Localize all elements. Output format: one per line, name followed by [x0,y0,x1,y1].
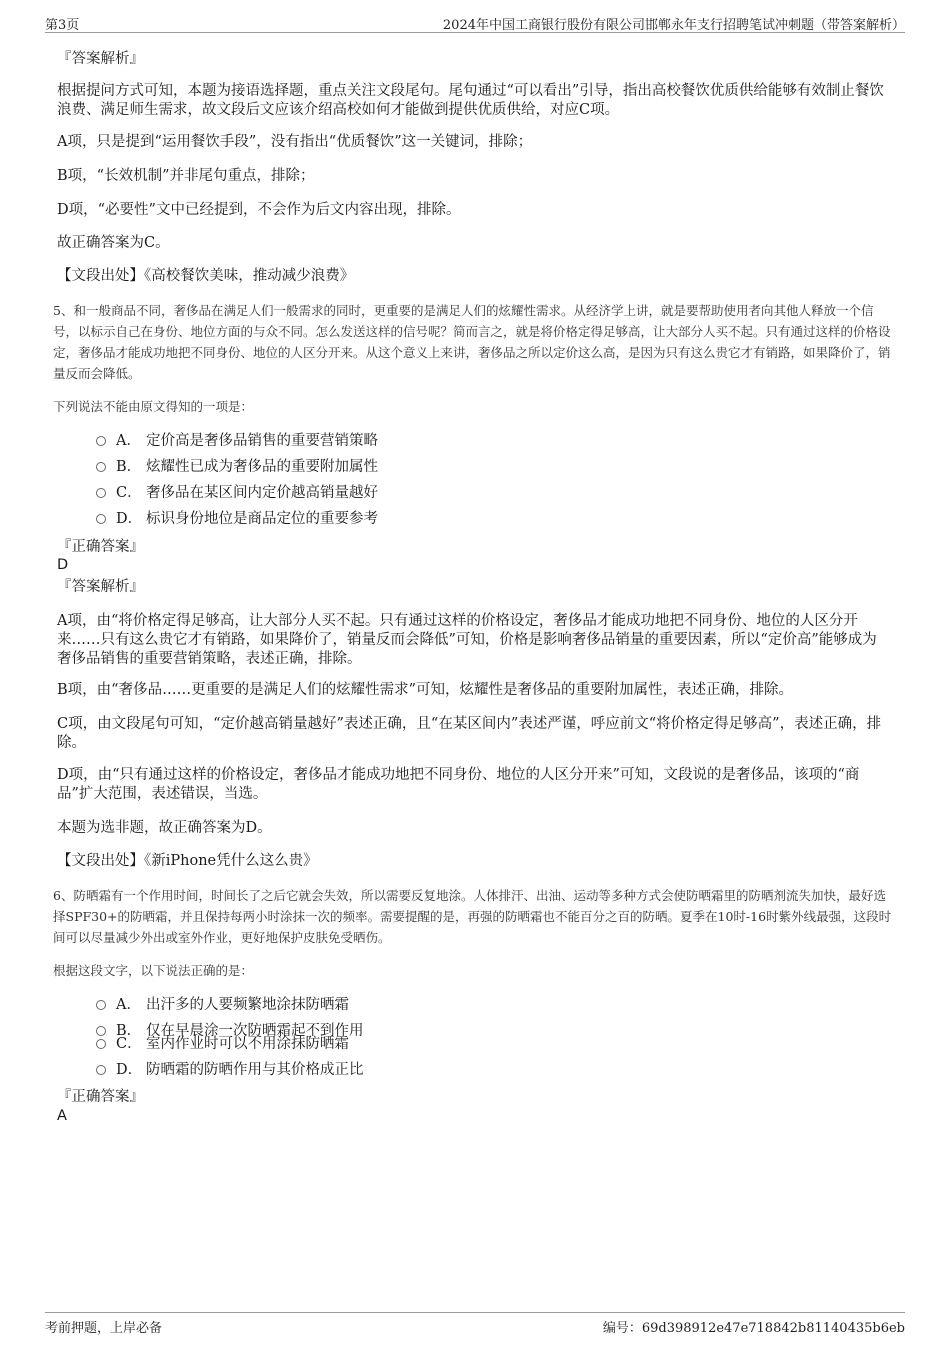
q6-option-a[interactable] [96,996,349,1014]
page-number: 第3页 [45,18,80,33]
document-title: 2024年中国工商银行股份有限公司邯郸永年支行招聘笔试冲刺题（带答案解析） [442,18,905,33]
q4-analysis-label: 『答案解析』 [57,51,144,67]
page-footer [45,1312,905,1335]
q6-option-d[interactable] [96,1061,364,1079]
radio-icon[interactable] [96,1000,106,1010]
q5-source: 【文段出处】《新iPhone凭什么这么贵》 [57,853,318,869]
q6-option-c[interactable] [96,1035,349,1053]
option-letter: A． [116,433,141,449]
document-code: 编号：69d398912e47e718842b81140435b6eb [602,1321,905,1336]
q5-stem: 5、和一般商品不同，奢侈品在满足人们一般需求的同时，更重要的是满足人们的炫耀性需求。从经济学上讲，就是要帮助使用者向其他人释放一个信号，以标示自己在身份、地位方面的与众不同。怎么发送这样的信号呢？简而言之，就是将价格定得足够高，让大部分人买不起。只有通过这样的价格设定，奢侈品才能成功地把不同身份、地位的人区分开来。从这个意义上来讲，奢侈品之所以定价这么高，是因为只有这么贵它才有销路，如果降价了，销量反而会降低。 [53,303,891,381]
q4-analysis-option-a: A项，只是提到“运用餐饮手段”，没有指出“优质餐饮”这一关键词，排除； [57,134,533,150]
option-text: 仅在早晨涂一次防晒霜起不到作用 [146,1023,364,1039]
q5-analysis-option-c: C项，由文段尾句可知，“定价越高销量越好”表述正确，且“在某区间内”表述严谨，呼应前文“将价格定得足够高”，表述正确，排除。 [57,716,882,751]
option-text: 出汗多的人要频繁地涂抹防晒霜 [146,997,349,1013]
q5-answer: D [57,557,69,573]
footer-slogan: 考前押题，上岸必备 [45,1321,163,1336]
radio-icon[interactable] [96,488,106,498]
q5-option-a[interactable] [96,432,378,450]
option-letter: B． [116,1023,142,1039]
option-letter: D． [116,1062,143,1078]
q6-question: 根据这段文字，以下说法正确的是： [53,963,254,978]
option-letter: C． [116,1036,142,1052]
q5-answer-label: 『正确答案』 [57,539,144,555]
q5-question: 下列说法不能由原文得知的一项是： [53,399,254,414]
q5-analysis-option-b: B项，由“奢侈品……更重要的是满足人们的炫耀性需求”可知，炫耀性是奢侈品的重要附加属性，表述正确，排除。 [57,682,793,698]
q4-source: 【文段出处】《高校餐饮美味，推动减少浪费》 [57,268,355,284]
q4-conclusion: 故正确答案为C。 [57,235,170,251]
q5-option-d[interactable] [96,510,378,528]
q5-analysis-option-a: A项，由“将价格定得足够高，让大部分人买不起。只有通过这样的价格设定，奢侈品才能成功地把不同身份、地位的人区分开来……只有这么贵它才有销路，如果降价了，销量反而会降低”可知，价格是影响奢侈品销量的重要因素，所以“定价高”能够成为奢侈品销售的重要营销策略，表述正确，排除。 [57,613,877,667]
option-text: 标识身份地位是商品定位的重要参考 [146,511,378,527]
q5-conclusion: 本题为选非题，故正确答案为D。 [57,820,272,836]
option-text: 防晒霜的防晒作用与其价格成正比 [146,1062,364,1078]
option-letter: A． [116,997,141,1013]
q6-answer-label: 『正确答案』 [57,1089,144,1105]
q6-answer: A [57,1108,67,1124]
option-letter: B． [116,459,142,475]
radio-icon[interactable] [96,462,106,472]
q4-analysis-option-d: D项，“必要性”文中已经提到，不会作为后文内容出现，排除。 [57,202,461,218]
option-text: 奢侈品在某区间内定价越高销量越好 [146,485,378,501]
page-header [45,12,905,33]
q5-analysis-label: 『答案解析』 [57,579,144,595]
option-letter: D． [116,511,143,527]
option-text: 定价高是奢侈品销售的重要营销策略 [146,433,378,449]
q4-analysis-p1: 根据提问方式可知，本题为接语选择题，重点关注文段尾句。尾句通过“可以看出”引导，指出高校餐饮优质供给能够有效制止餐饮浪费、满足师生需求，故文段后文应该介绍高校如何才能做到提供优质供给，对应C项。 [57,83,884,118]
q5-analysis-option-d: D项，由“只有通过这样的价格设定，奢侈品才能成功地把不同身份、地位的人区分开来”可知，文段说的是奢侈品，该项的“商品”扩大范围，表述错误，当选。 [57,767,860,802]
option-text: 炫耀性已成为奢侈品的重要附加属性 [146,459,378,475]
q6-stem: 6、防晒霜有一个作用时间，时间长了之后它就会失效，所以需要反复地涂。人体排汗、出油、运动等多种方式会使防晒霜里的防晒剂流失加快，最好选择SPF30+的防晒霜，并且保持每两小时涂抹一次的频率。需要提醒的是，再强的防晒霜也不能百分之百的防晒。夏季在10时-16时紫外线最强，这段时间可以尽量减少外出或室外作业，更好地保护皮肤免受晒伤。 [53,888,892,945]
radio-icon[interactable] [96,514,106,524]
radio-icon[interactable] [96,1039,106,1049]
option-letter: C． [116,485,142,501]
radio-icon[interactable] [96,436,106,446]
q5-option-c[interactable] [96,484,378,502]
q5-option-b[interactable] [96,458,378,476]
radio-icon[interactable] [96,1065,106,1075]
q4-analysis-option-b: B项，“长效机制”并非尾句重点，排除； [57,168,315,184]
option-text: 室内作业时可以不用涂抹防晒霜 [146,1036,349,1052]
